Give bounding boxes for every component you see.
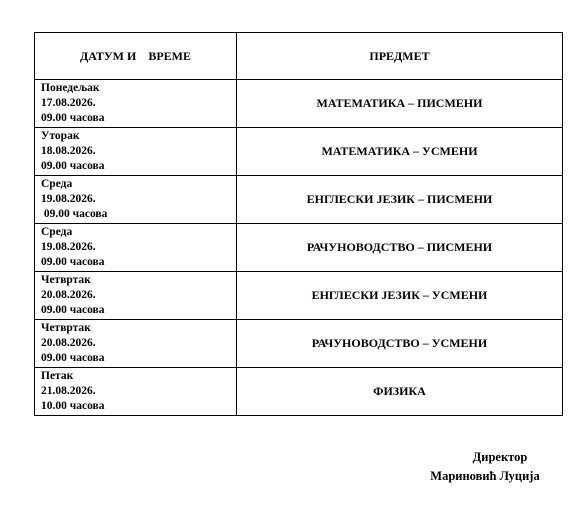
- date-cell: [35, 224, 237, 272]
- time-label: 10.00 часова: [41, 400, 105, 412]
- signature-role: Директор: [472, 450, 528, 464]
- date-label: 21.08.2026.: [41, 385, 96, 397]
- table-row: [35, 128, 563, 176]
- subject-cell: РАЧУНОВОДСТВО – ПИСМЕНИ: [237, 224, 563, 272]
- date-label: 20.08.2026.: [41, 289, 96, 301]
- time-label: 09.00 часова: [41, 208, 108, 220]
- date-label: 20.08.2026.: [41, 337, 96, 349]
- subject-cell: МАТЕМАТИКА – УСМЕНИ: [237, 128, 563, 176]
- subject-cell: МАТЕМАТИКА – ПИСМЕНИ: [237, 80, 563, 128]
- exam-schedule-table: [34, 32, 563, 416]
- table-row: [35, 224, 563, 272]
- day-label: Среда: [41, 226, 73, 238]
- day-label: Петак: [41, 370, 74, 382]
- table-header-row: [35, 33, 563, 80]
- date-label: 19.08.2026.: [41, 241, 96, 253]
- date-cell: [35, 272, 237, 320]
- day-label: Понедељак: [41, 82, 100, 94]
- date-label: 18.08.2026.: [41, 145, 96, 157]
- date-cell: [35, 128, 237, 176]
- date-cell: [35, 320, 237, 368]
- day-label: Уторак: [41, 130, 80, 142]
- table-row: [35, 176, 563, 224]
- subject-cell: ЕНГЛЕСКИ ЈЕЗИК – ПИСМЕНИ: [237, 176, 563, 224]
- table-row: [35, 80, 563, 128]
- time-label: 09.00 часова: [41, 352, 105, 364]
- day-label: Четвртак: [41, 274, 91, 286]
- subject-cell: РАЧУНОВОДСТВО – УСМЕНИ: [237, 320, 563, 368]
- time-label: 09.00 часова: [41, 304, 105, 316]
- table-row: [35, 272, 563, 320]
- day-label: Четвртак: [41, 322, 91, 334]
- date-label: 19.08.2026.: [41, 193, 96, 205]
- subject-cell: ЕНГЛЕСКИ ЈЕЗИК – УСМЕНИ: [237, 272, 563, 320]
- header-subject: ПРЕДМЕТ: [237, 33, 563, 80]
- date-cell: [35, 80, 237, 128]
- signature-name: Мариновић Луција: [430, 469, 540, 483]
- table-row: [35, 368, 563, 416]
- time-label: 09.00 часова: [41, 256, 105, 268]
- signature-block: [400, 448, 570, 486]
- date-cell: [35, 368, 237, 416]
- time-label: 09.00 часова: [41, 160, 105, 172]
- header-date-time: ДАТУМ И ВРЕМЕ: [35, 33, 237, 80]
- time-label: 09.00 часова: [41, 112, 105, 124]
- date-label: 17.08.2026.: [41, 97, 96, 109]
- day-label: Среда: [41, 178, 73, 190]
- subject-cell: ФИЗИКА: [237, 368, 563, 416]
- table-row: [35, 320, 563, 368]
- date-cell: [35, 176, 237, 224]
